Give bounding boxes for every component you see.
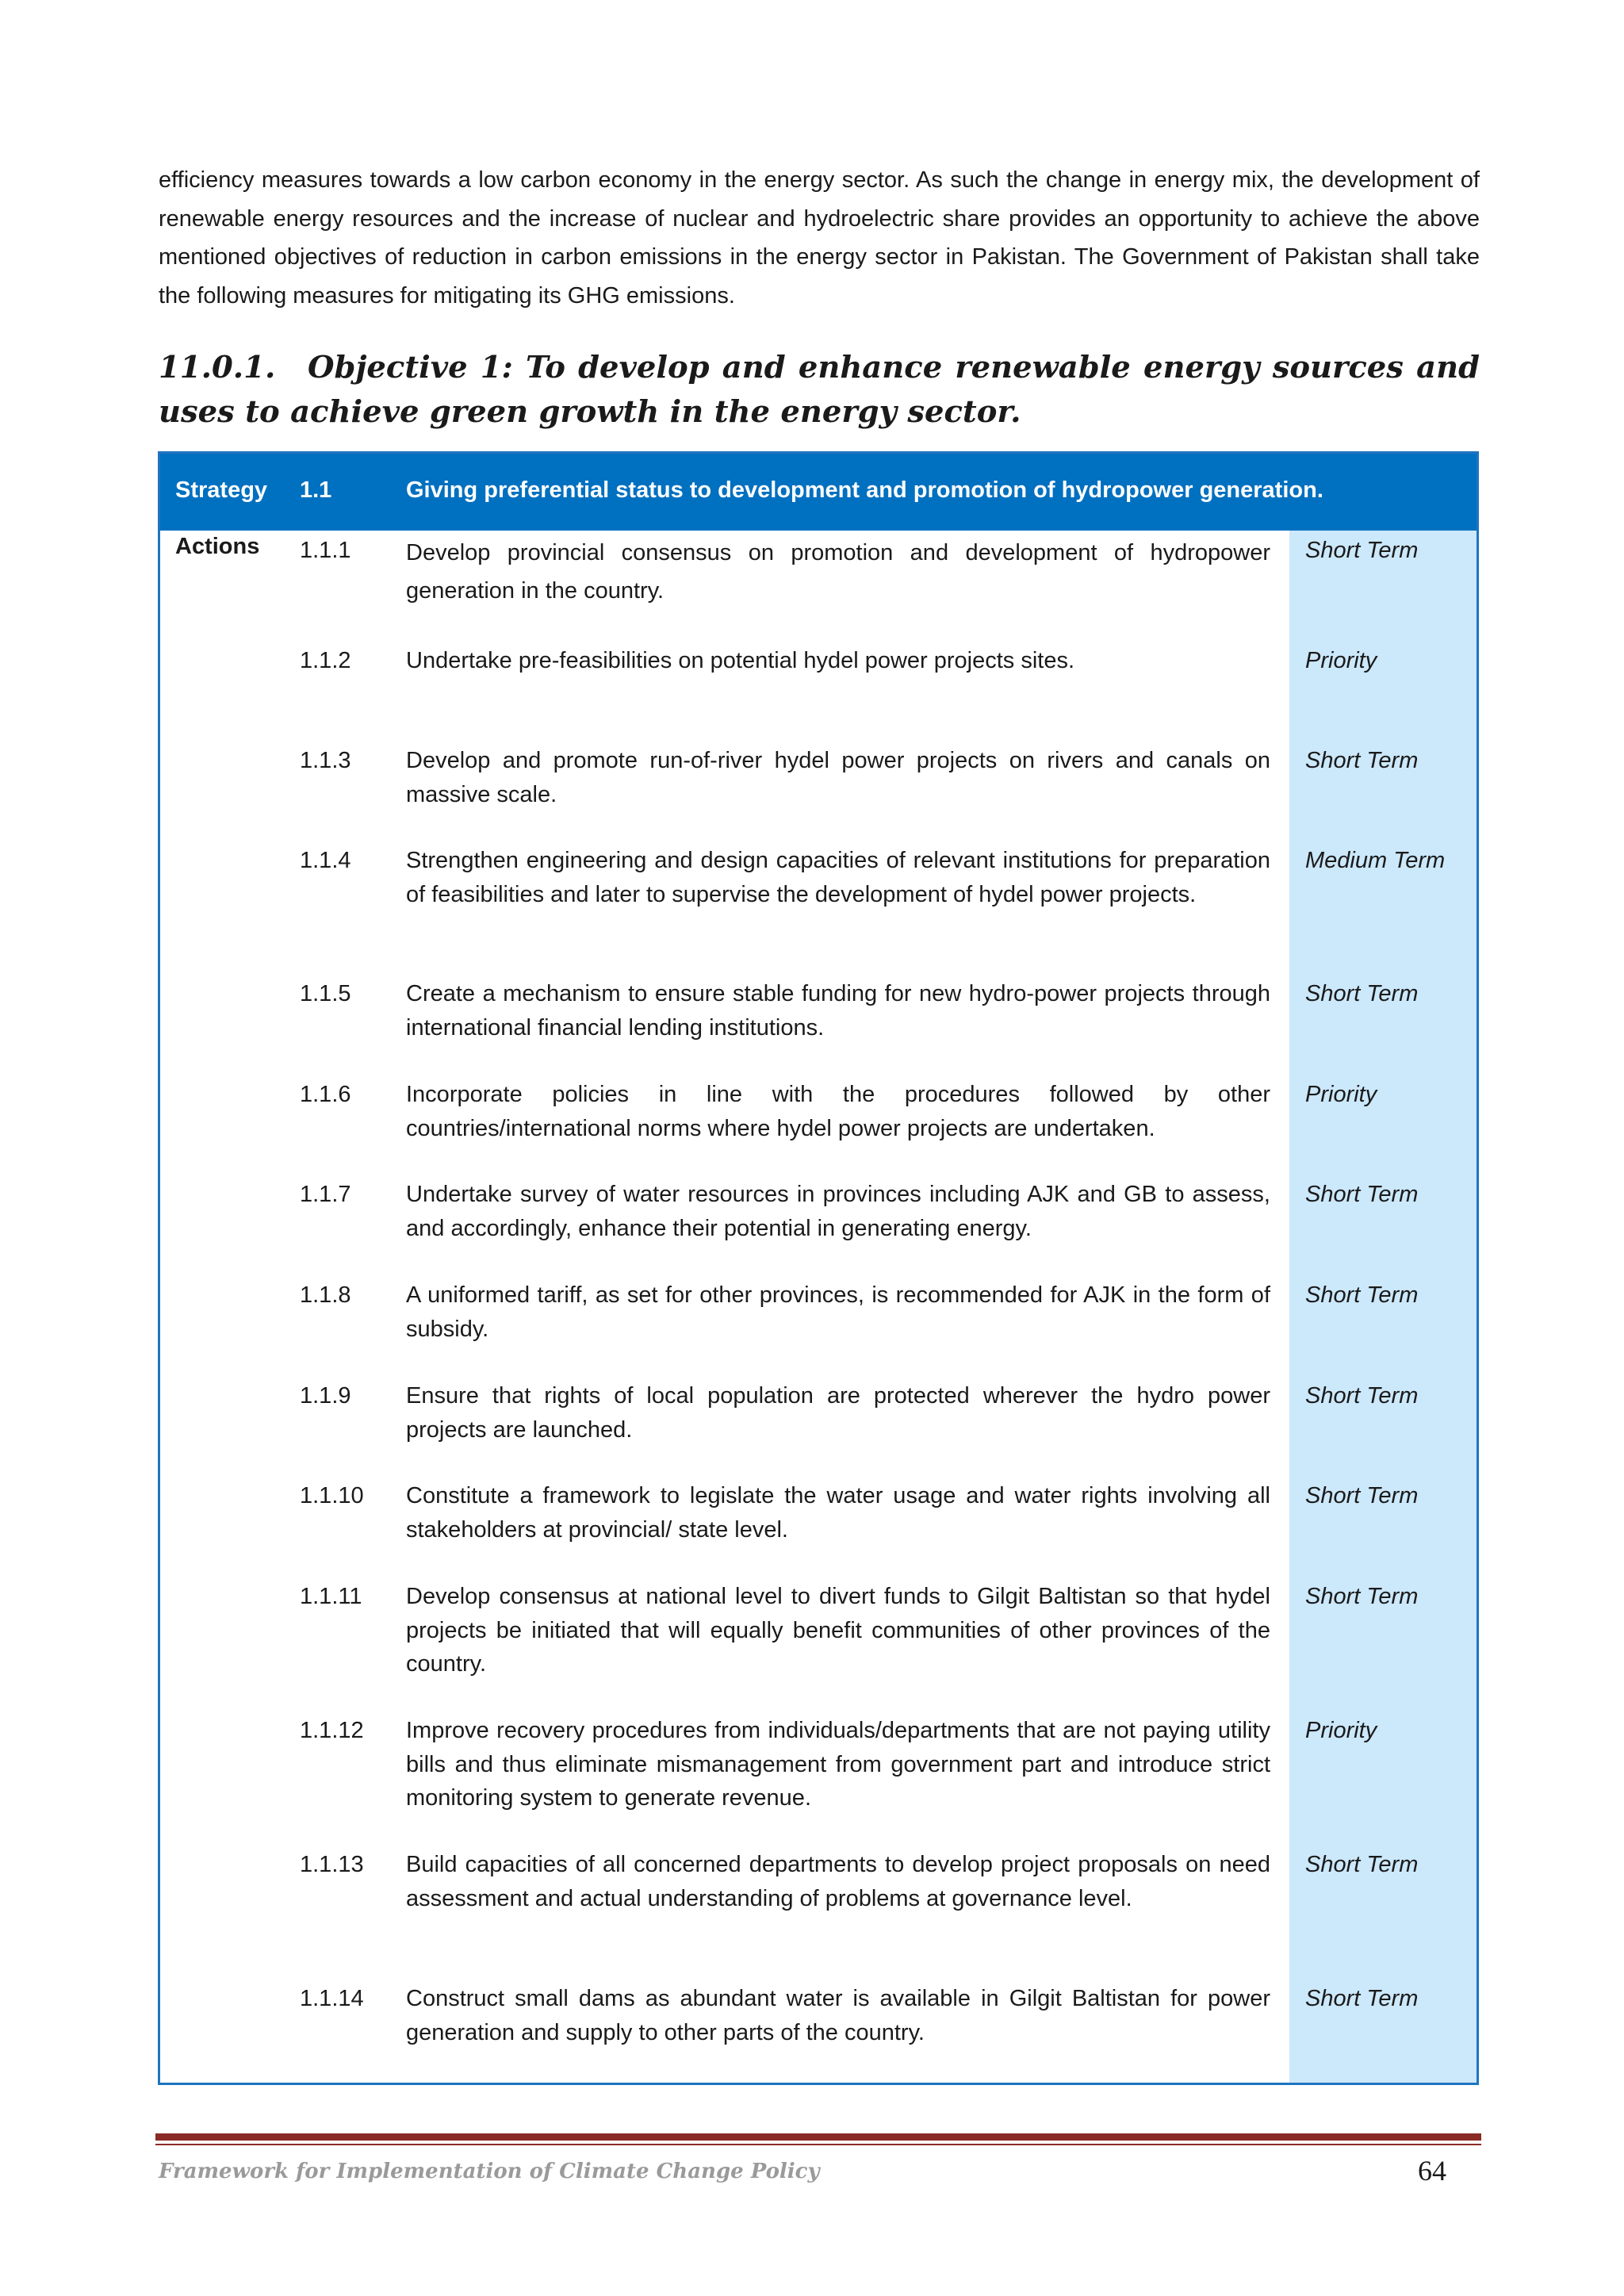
action-number: 1.1.13 bbox=[300, 1852, 364, 1877]
action-number: 1.1.7 bbox=[300, 1182, 351, 1207]
action-number: 1.1.3 bbox=[300, 748, 351, 773]
action-number: 1.1.12 bbox=[300, 1718, 364, 1743]
action-term: Medium Term bbox=[1305, 848, 1446, 873]
action-term: Short Term bbox=[1305, 1182, 1419, 1207]
objective-text: Objective 1: To develop and enhance renewable energy sources and uses to achieve green growth in the energy sector. bbox=[159, 350, 1480, 430]
action-text: Construct small dams as abundant water is available in Gilgit Baltistan for power generation and supply to other parts of the country. bbox=[406, 1986, 1270, 2045]
action-number: 1.1.10 bbox=[300, 1483, 364, 1508]
action-number: 1.1.8 bbox=[300, 1282, 351, 1308]
action-text: Undertake survey of water resources in provinces including AJK and GB to assess, and accordingly, enhance their potential in generating energy. bbox=[406, 1182, 1270, 1241]
action-text: A uniformed tariff, as set for other provinces, is recommended for AJK in the form of subsidy. bbox=[406, 1282, 1270, 1342]
action-number: 1.1.14 bbox=[300, 1986, 364, 2011]
action-number: 1.1.4 bbox=[300, 848, 351, 873]
strategy-number: 1.1 bbox=[300, 477, 332, 503]
action-term: Short Term bbox=[1305, 748, 1419, 773]
footer-title: Framework for Implementation of Climate Change Policy bbox=[159, 2160, 820, 2183]
action-text: Develop and promote run-of-river hydel power projects on rivers and canals on massive scale. bbox=[406, 748, 1270, 807]
action-term: Short Term bbox=[1305, 1584, 1419, 1609]
intro-paragraph: efficiency measures towards a low carbon economy in the energy sector. As such the change in energy mix, the development of renewable energy resources and the increase of nuclear and hydroelectric share provides an opportunity to achieve the above mentioned objectives of reduction in carbon emissions in the energy sector in Pakistan. The Government of Pakistan shall take the following measures for mitigating its GHG emissions. bbox=[159, 167, 1480, 309]
action-number: 1.1.6 bbox=[300, 1082, 351, 1107]
action-term: Short Term bbox=[1305, 1483, 1419, 1508]
action-term: Short Term bbox=[1305, 1282, 1419, 1308]
action-term: Priority bbox=[1305, 1082, 1377, 1107]
action-text: Build capacities of all concerned departments to develop project proposals on need assessment and actual understanding of problems at governance level. bbox=[406, 1852, 1270, 1911]
strategy-title: Giving preferential status to development and promotion of hydropower generation. bbox=[406, 477, 1323, 503]
actions-label: Actions bbox=[175, 534, 260, 559]
action-text: Constitute a framework to legislate the water usage and water rights involving all stakeholders at provincial/ state level. bbox=[406, 1483, 1270, 1543]
action-text: Improve recovery procedures from individuals/departments that are not paying utility bills and thus eliminate mismanagement from government part and introduce strict monitoring system to generate revenue. bbox=[406, 1718, 1270, 1811]
action-text: Develop provincial consensus on promotion and development of hydropower generation in the country. bbox=[406, 540, 1270, 604]
action-text: Ensure that rights of local population are protected wherever the hydro power projects are launched. bbox=[406, 1383, 1270, 1443]
action-text: Incorporate policies in line with the procedures followed by other countries/international norms where hydel power projects are undertaken. bbox=[406, 1082, 1270, 1141]
action-number: 1.1.9 bbox=[300, 1383, 351, 1409]
action-number: 1.1.11 bbox=[300, 1584, 362, 1609]
action-text: Develop consensus at national level to divert funds to Gilgit Baltistan so that hydel projects be initiated that will equally benefit communities of other provinces of the country. bbox=[406, 1584, 1270, 1677]
action-text: Create a mechanism to ensure stable funding for new hydro-power projects through international financial lending institutions. bbox=[406, 981, 1270, 1041]
action-number: 1.1.5 bbox=[300, 981, 351, 1006]
action-text: Strengthen engineering and design capacities of relevant institutions for preparation of feasibilities and later to supervise the development of hydel power projects. bbox=[406, 848, 1270, 907]
strategy-header bbox=[160, 454, 1477, 531]
action-term: Priority bbox=[1305, 1718, 1377, 1743]
objective-number: 11.0.1. bbox=[159, 350, 276, 385]
action-term: Short Term bbox=[1305, 538, 1419, 563]
strategy-label: Strategy bbox=[175, 477, 268, 503]
action-number: 1.1.2 bbox=[300, 648, 351, 673]
action-term: Short Term bbox=[1305, 1852, 1419, 1877]
footer-rule-thin bbox=[155, 2144, 1481, 2145]
objective-heading bbox=[159, 346, 1480, 435]
action-number: 1.1.1 bbox=[300, 538, 351, 563]
action-term: Short Term bbox=[1305, 1986, 1419, 2011]
strategy-table bbox=[158, 451, 1479, 2085]
footer-rule bbox=[155, 2133, 1481, 2141]
action-term: Priority bbox=[1305, 648, 1377, 673]
page-number: 64 bbox=[1418, 2155, 1446, 2187]
action-text: Undertake pre-feasibilities on potential hydel power projects sites. bbox=[406, 648, 1075, 673]
action-term: Short Term bbox=[1305, 981, 1419, 1006]
action-term: Short Term bbox=[1305, 1383, 1419, 1409]
